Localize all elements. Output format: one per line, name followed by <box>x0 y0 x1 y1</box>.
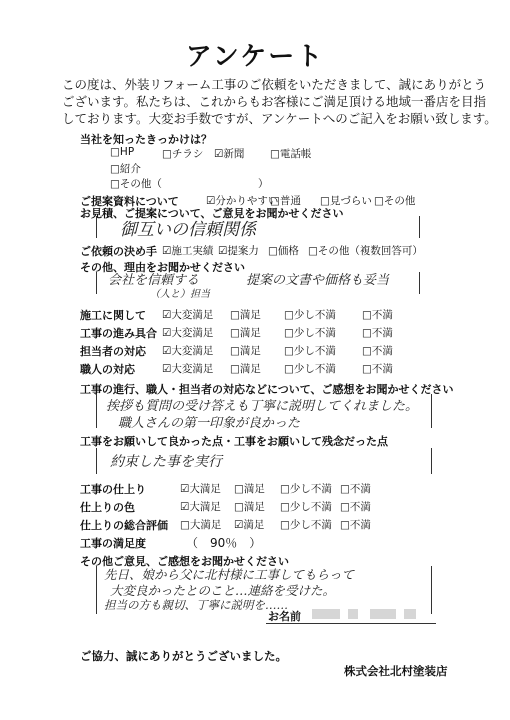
q5-answer-right: 提案の文書や価格も妥当 <box>246 273 390 288</box>
q8-answer-line-2: 大変良かったとのこと…連絡を受けた。 <box>110 583 336 598</box>
name-redaction-1 <box>312 609 340 619</box>
rating-progress-very[interactable]: ☑大変満足 <box>162 327 214 339</box>
q8-answer-line-3: 担当の方も親切、丁寧に説明を…… <box>104 598 288 612</box>
q3-answer: 御互いの信頼関係 <box>120 220 256 240</box>
q4-opt-record[interactable]: ☑施工実績 <box>162 245 214 257</box>
q1-opt-flyer[interactable]: □チラシ <box>162 148 204 160</box>
rating-staff-label: 担当者の対応 <box>80 345 146 358</box>
name-underline <box>266 623 436 624</box>
q1-opt-other-close: ） <box>258 178 269 190</box>
q6-answer-line-2: 職人さんの第一印象が良かった <box>118 416 301 431</box>
satisfaction-label: 工事の満足度 <box>80 537 146 550</box>
rating-progress-slight[interactable]: □少し不満 <box>284 327 336 339</box>
rating-progress-dissatisfied[interactable]: □不満 <box>362 327 393 339</box>
rating-overall-dissatisfied[interactable]: □不満 <box>340 519 371 531</box>
rating-staff-slight[interactable]: □少し不満 <box>284 345 336 357</box>
rating-craftsman-dissatisfied[interactable]: □不満 <box>362 363 393 375</box>
rating-progress-label: 工事の進み具合 <box>80 327 157 340</box>
intro-line-1: この度は、外装リフォーム工事のご依頼をいただきまして、誠にありがとう <box>62 77 487 92</box>
rating-finish-satisfied[interactable]: □満足 <box>234 483 265 495</box>
q7-answer: 約束した事を実行 <box>110 454 222 470</box>
rating-staff-very[interactable]: ☑大変満足 <box>162 345 214 357</box>
rating-finish-label: 工事の仕上り <box>80 483 146 496</box>
rating-craftsman-slight[interactable]: □少し不満 <box>284 363 336 375</box>
rating-staff-dissatisfied[interactable]: □不満 <box>362 345 393 357</box>
q7-label: 工事をお願いして良かった点・工事をお願いして残念だった点 <box>80 435 388 448</box>
rating-craftsman-label: 職人の対応 <box>80 363 135 376</box>
q1-opt-other[interactable]: □その他（ <box>110 178 162 190</box>
rating-overall-satisfied[interactable]: ☑満足 <box>234 519 265 531</box>
q5-answer-left-sub: （人と）担当 <box>150 289 210 300</box>
rating-color-label: 仕上りの色 <box>80 501 135 514</box>
q2-opt-other[interactable]: □その他 <box>374 195 416 207</box>
q4-opt-other[interactable]: □その他（複数回答可） <box>308 245 423 257</box>
q2-opt-hard[interactable]: □見づらい <box>320 195 372 207</box>
q4-label: ご依頼の決め手 <box>80 245 157 258</box>
q1-opt-newspaper[interactable]: ☑新聞 <box>214 148 245 160</box>
rating-color-great[interactable]: ☑大満足 <box>180 501 221 513</box>
rating-progress-satisfied[interactable]: □満足 <box>230 327 261 339</box>
q1-label: 当社を知ったきっかけは？ <box>80 133 212 146</box>
q3-label: お見積、ご提案について、ご意見をお聞かせください <box>80 207 344 220</box>
rating-construction-slight[interactable]: □少し不満 <box>284 309 336 321</box>
q8-answer-line-1: 先日、娘から父に北村様に工事してもらって <box>104 567 355 582</box>
satisfaction-value[interactable]: （ 90％ ） <box>186 536 262 550</box>
rating-finish-great[interactable]: ☑大満足 <box>180 483 221 495</box>
q1-opt-phonebook[interactable]: □電話帳 <box>270 148 312 160</box>
rating-staff-satisfied[interactable]: □満足 <box>230 345 261 357</box>
q8-label: その他ご意見、ご感想をお聞かせください <box>80 555 289 568</box>
q5-answer-left: 会社を信頼する <box>108 273 200 288</box>
q1-opt-referral[interactable]: □紹介 <box>110 163 141 175</box>
rating-overall-slight[interactable]: □少し不満 <box>280 519 332 531</box>
name-label: お名前 <box>268 610 301 623</box>
rating-color-dissatisfied[interactable]: □不満 <box>340 501 371 513</box>
q5-label: その他、理由をお聞かせください <box>80 261 245 274</box>
q2-label: ご提案資料について <box>80 195 179 208</box>
page-title: アンケート <box>185 42 325 72</box>
company-name: 株式会社北村塗装店 <box>344 664 448 678</box>
rating-finish-slight[interactable]: □少し不満 <box>280 483 332 495</box>
name-redaction-2 <box>348 609 358 619</box>
name-redaction-3 <box>370 609 396 619</box>
rating-craftsman-very[interactable]: ☑大変満足 <box>162 363 214 375</box>
rating-finish-dissatisfied[interactable]: □不満 <box>340 483 371 495</box>
intro-line-2: ございます。私たちは、これからもお客様にご満足頂ける地域一番店を目指 <box>62 94 487 109</box>
name-redaction-4 <box>404 609 416 619</box>
thanks-text: ご協力、誠にありがとうございました。 <box>80 649 287 663</box>
q2-opt-clear[interactable]: ☑分かりやすい <box>206 195 279 207</box>
q4-opt-price[interactable]: □価格 <box>268 245 299 257</box>
q6-answer-line-1: 挨拶も質問の受け答えも丁寧に説明してくれました。 <box>106 399 419 414</box>
q6-label: 工事の進行、職人・担当者の対応などについて、ご感想をお聞かせください <box>80 383 454 396</box>
intro-line-3: しております。大変お手数ですが、アンケートへのご記入をお願い致します。 <box>62 111 497 126</box>
rating-color-satisfied[interactable]: □満足 <box>234 501 265 513</box>
rating-overall-great[interactable]: □大満足 <box>180 519 222 531</box>
rating-overall-label: 仕上りの総合評価 <box>80 519 168 532</box>
rating-construction-very[interactable]: ☑大変満足 <box>162 309 214 321</box>
q2-opt-normal[interactable]: □普通 <box>270 195 301 207</box>
rating-construction-satisfied[interactable]: □満足 <box>230 309 261 321</box>
q4-opt-proposal[interactable]: ☑提案力 <box>218 245 259 257</box>
q1-opt-hp[interactable]: □HP <box>110 146 135 158</box>
rating-construction-label: 施工に関して <box>80 309 146 322</box>
rating-craftsman-satisfied[interactable]: □満足 <box>230 363 261 375</box>
rating-construction-dissatisfied[interactable]: □不満 <box>362 309 393 321</box>
rating-color-slight[interactable]: □少し不満 <box>280 501 332 513</box>
